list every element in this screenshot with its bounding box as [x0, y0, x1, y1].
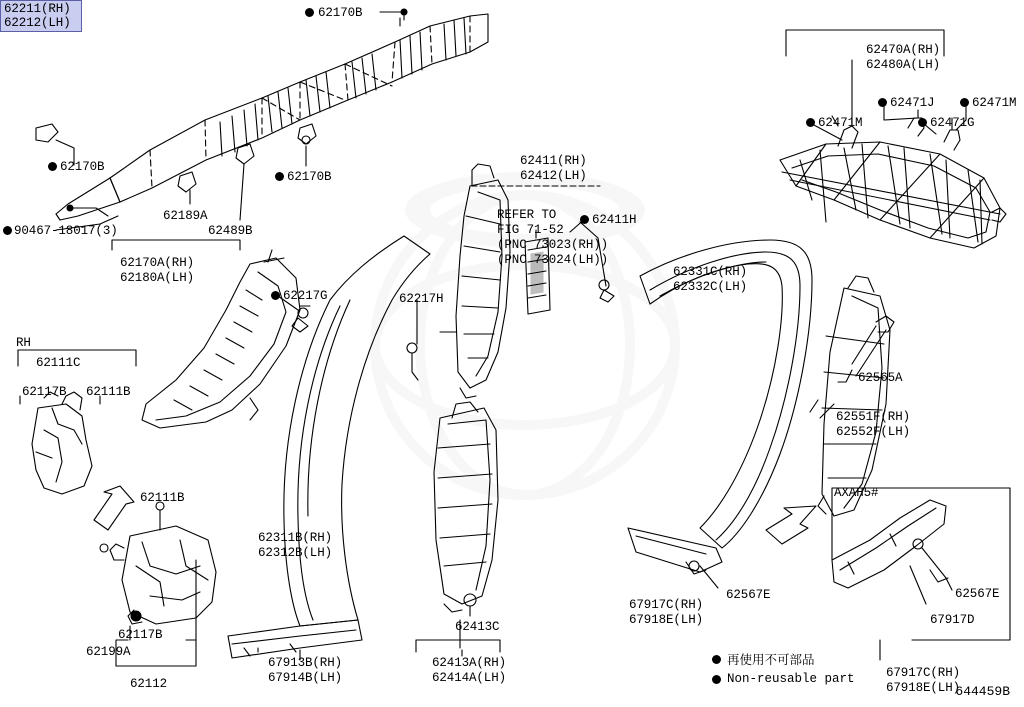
- part-label-62411[interactable]: 62411(RH): [520, 154, 587, 168]
- part-label-62471M-right[interactable]: 62471M: [972, 96, 1017, 110]
- note-refer-fig: FIG 71-52: [497, 223, 564, 237]
- part-label-62117B-bottom[interactable]: 62117B: [118, 628, 163, 642]
- note-pnc-rh: (PNC 73023(RH)): [497, 238, 609, 252]
- part-label-67917D[interactable]: 67917D: [930, 613, 975, 627]
- part-label-67918E-right[interactable]: 67918E(LH): [886, 681, 961, 695]
- part-label-62412[interactable]: 62412(LH): [520, 169, 587, 183]
- bullet-62471J: [878, 98, 887, 107]
- legend-row-en: [712, 672, 855, 686]
- part-label-67914B[interactable]: 67914B(LH): [268, 671, 343, 685]
- part-label-62551F[interactable]: 62551F(RH): [836, 410, 911, 424]
- note-pnc-lh: (PNC 73024(LH)): [497, 253, 609, 267]
- part-label-67917C-right[interactable]: 67917C(RH): [886, 666, 961, 680]
- legend-text-en: Non-reusable part: [727, 672, 855, 686]
- part-label-90467-18017[interactable]: 90467-18017(3): [14, 224, 118, 238]
- bullet-62411H: [580, 215, 589, 224]
- part-label-62567E-center[interactable]: 62567E: [726, 588, 771, 602]
- part-label-62331C[interactable]: 62331C(RH): [673, 265, 748, 279]
- part-label-62117B-top[interactable]: 62117B: [22, 385, 67, 399]
- bullet-90467: [3, 226, 12, 235]
- part-label-62170B-mid[interactable]: 62170B: [287, 170, 332, 184]
- bullet-62471G: [918, 118, 927, 127]
- part-label-62332C[interactable]: 62332C(LH): [673, 280, 748, 294]
- part-label-62189A[interactable]: 62189A: [163, 209, 208, 223]
- part-label-62311B[interactable]: 62311B(RH): [258, 531, 333, 545]
- group-label-axah5: AXAH5#: [834, 486, 879, 500]
- legend-row-jp: [712, 650, 815, 668]
- part-label-62565A[interactable]: 62565A: [858, 371, 903, 385]
- part-label-62111B-mid[interactable]: 62111B: [140, 491, 185, 505]
- figure-code: 644459B: [955, 684, 1010, 699]
- part-label-62170B-left[interactable]: 62170B: [60, 160, 105, 174]
- group-label-rh: RH: [16, 336, 31, 350]
- bullet-62217G: [271, 291, 280, 300]
- part-label-62471M-left[interactable]: 62471M: [818, 116, 863, 130]
- part-label-62170B-top[interactable]: 62170B: [318, 6, 363, 20]
- part-label-62111C[interactable]: 62111C: [36, 356, 81, 370]
- part-label-62470A[interactable]: 62470A(RH): [866, 43, 941, 57]
- bullet-62170B-mid: [275, 172, 284, 181]
- part-label-62180A[interactable]: 62180A(LH): [120, 271, 195, 285]
- legend-text-jp: 再使用不可部品: [727, 654, 815, 668]
- part-label-62217H[interactable]: 62217H: [399, 292, 444, 306]
- part-label-62471G[interactable]: 62471G: [930, 116, 975, 130]
- part-label-62471J[interactable]: 62471J: [890, 96, 935, 110]
- note-refer-to: REFER TO: [497, 208, 557, 222]
- part-label-62414A[interactable]: 62414A(LH): [432, 671, 507, 685]
- part-label-67918E-center[interactable]: 67918E(LH): [629, 613, 704, 627]
- part-label-62312B[interactable]: 62312B(LH): [258, 546, 333, 560]
- part-label-67917C-center[interactable]: 67917C(RH): [629, 598, 704, 612]
- part-label-62217G[interactable]: 62217G: [283, 289, 328, 303]
- part-label-67913B[interactable]: 67913B(RH): [268, 656, 343, 670]
- selected-part-label-lh: 62212(LH): [4, 16, 71, 30]
- bullet-62170B-top: [305, 8, 314, 17]
- part-label-62413C[interactable]: 62413C: [455, 620, 500, 634]
- part-label-62411H[interactable]: 62411H: [592, 213, 637, 227]
- bullet-62170B-left: [48, 162, 57, 171]
- bullet-62471M-left: [806, 118, 815, 127]
- part-label-62567E-right[interactable]: 62567E: [955, 587, 1000, 601]
- bullet-62471M-right: [960, 98, 969, 107]
- part-label-62199A[interactable]: 62199A: [86, 645, 131, 659]
- part-label-62413A[interactable]: 62413A(RH): [432, 656, 507, 670]
- part-label-62170A[interactable]: 62170A(RH): [120, 256, 195, 270]
- part-label-62489B[interactable]: 62489B: [208, 224, 253, 238]
- part-label-62112[interactable]: 62112: [130, 677, 168, 691]
- legend-bullet-icon-jp: [712, 655, 721, 664]
- selected-part-label-rh: 62211(RH): [4, 2, 71, 16]
- part-label-62111B-top[interactable]: 62111B: [86, 385, 131, 399]
- legend-bullet-icon-en: [712, 675, 721, 684]
- part-label-62480A[interactable]: 62480A(LH): [866, 58, 941, 72]
- part-label-62552F[interactable]: 62552F(LH): [836, 425, 911, 439]
